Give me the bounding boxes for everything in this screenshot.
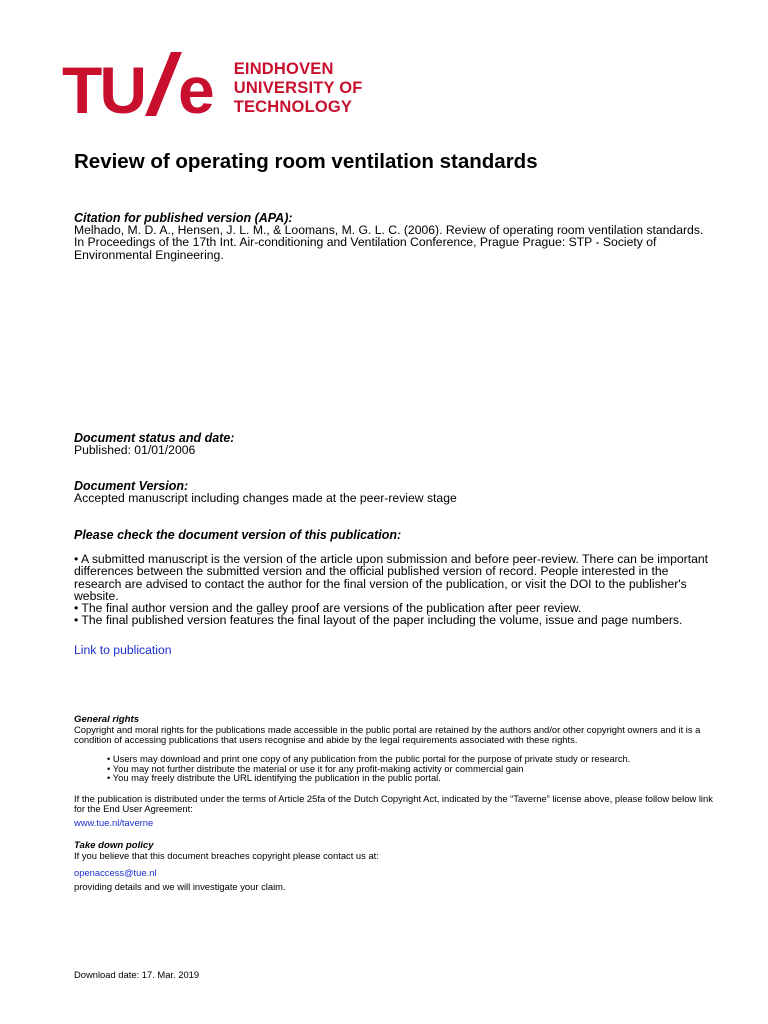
version-check-bullet: • The final author version and the galley proof are versions of the publication after peer review. <box>74 601 582 616</box>
version-check-bullet: • A submitted manuscript is the version of the article upon submission and before peer-review. There can be important differences between the submitted version and the official published version of record. People interested in the research are advised to contact the author for the final version of the publication, or visit the DOI to the publisher's website. <box>74 552 709 603</box>
taverne-text: If the publication is distributed under the terms of Article 25fa of the Dutch Copyright Act, indicated by the “Taverne” license above, please follow below link for the End User Agreement: <box>74 793 713 814</box>
taverne-section <box>74 794 724 814</box>
takedown-heading: Take down policy <box>74 840 154 851</box>
version-check-section <box>74 529 714 626</box>
citation-text: Melhado, M. D. A., Hensen, J. L. M., & Loomans, M. G. L. C. (2006). Review of operating room ventilation standards. In Proceedings of the 17th Int. Air-conditioning and Ventilation Conference, Prague Prague: STP - Society of Environmental Engineering. <box>74 223 704 262</box>
general-rights-item: • Users may download and print one copy of any publication from the public portal for the purpose of private study or research. <box>107 753 631 764</box>
takedown-closing: providing details and we will investigate your claim. <box>74 881 286 892</box>
general-rights-heading: General rights <box>74 714 140 725</box>
tue-logo <box>62 53 363 127</box>
document-title: Review of operating room ventilation standards <box>74 150 538 173</box>
download-date: Download date: 17. Mar. 2019 <box>74 969 200 980</box>
version-section <box>74 480 714 504</box>
version-check-bullet: • The final published version features the final layout of the paper including the volume, issue and page numbers. <box>74 613 683 628</box>
takedown-text: If you believe that this document breaches copyright please contact us at: <box>74 850 379 861</box>
status-section <box>74 432 714 456</box>
citation-heading: Citation for published version (APA): <box>74 211 293 225</box>
logo-slash <box>146 56 176 116</box>
general-rights-list <box>107 754 630 783</box>
version-check-heading: Please check the document version of this publication: <box>74 528 402 542</box>
contact-email-link[interactable]: openaccess@tue.nl <box>74 867 157 878</box>
logo-mark-tu: TU <box>62 53 144 127</box>
university-name-line: TECHNOLOGY <box>233 98 353 116</box>
university-name-line: EINDHOVEN <box>233 60 334 78</box>
status-text: Published: 01/01/2006 <box>74 443 196 458</box>
university-name <box>234 60 363 117</box>
takedown-section <box>74 841 724 861</box>
citation-section <box>74 212 714 261</box>
general-rights-text: Copyright and moral rights for the publications made accessible in the public portal are retained by the authors and/or other copyright owners and it is a condition of accessing publications that users recognise and abide by the legal requirements associated with these rights. <box>74 724 701 745</box>
general-rights-item: • You may freely distribute the URL identifying the publication in the public portal. <box>107 772 441 784</box>
general-rights-item: • You may not further distribute the material or use it for any profit-making activity or commercial gain <box>107 762 524 774</box>
version-heading: Document Version: <box>74 479 189 493</box>
taverne-link[interactable]: www.tue.nl/taverne <box>74 817 154 828</box>
status-heading: Document status and date: <box>74 431 235 445</box>
university-name-line: UNIVERSITY OF <box>233 79 363 97</box>
general-rights-section <box>74 715 724 745</box>
publication-link[interactable]: Link to publication <box>74 643 172 657</box>
logo-mark-e: e <box>177 53 212 127</box>
version-text: Accepted manuscript including changes made at the peer-review stage <box>74 491 457 506</box>
tue-logo-mark <box>62 53 212 127</box>
